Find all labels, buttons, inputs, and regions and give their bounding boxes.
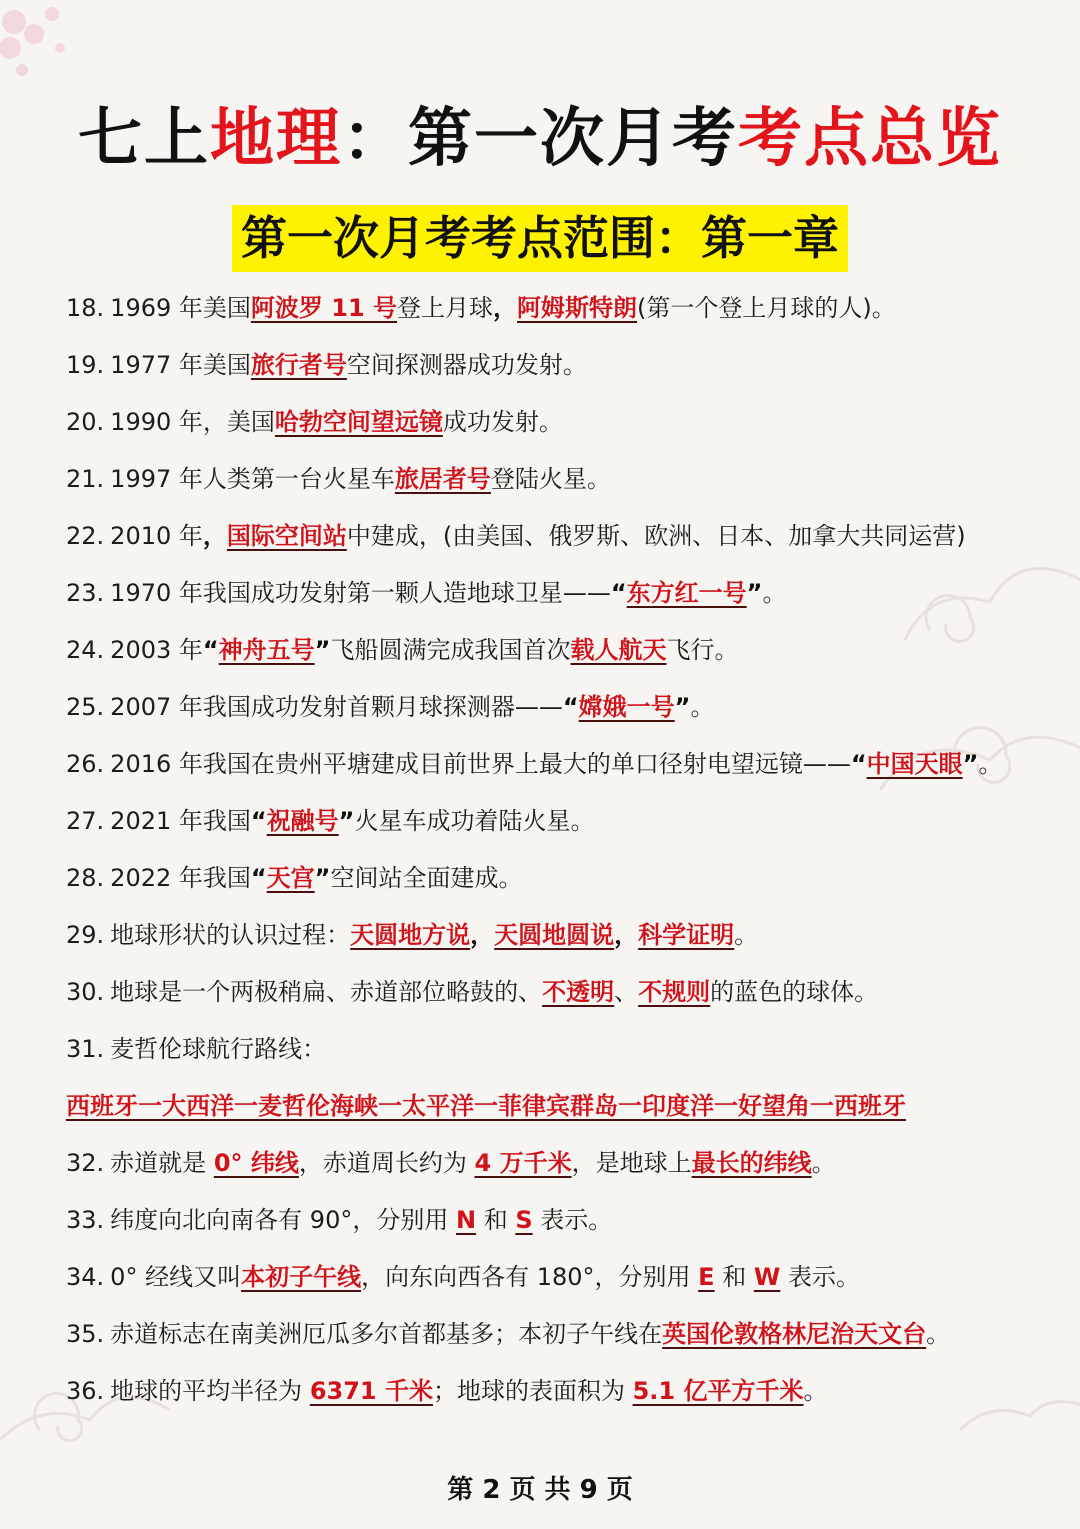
- title-text: 七上: [78, 102, 210, 176]
- note-item: [66, 1249, 1066, 1306]
- note-number: 23.: [66, 579, 105, 607]
- note-text: 表示。: [780, 1263, 860, 1291]
- note-key-term: N: [455, 1206, 477, 1234]
- note-text: ”: [674, 693, 691, 721]
- note-number: 22.: [66, 522, 105, 550]
- note-number: 19.: [66, 351, 105, 379]
- note-text: 1977 年美国: [110, 351, 251, 379]
- note-text: 登陆火星。: [490, 465, 611, 493]
- note-text: 和: [476, 1206, 516, 1234]
- note-item: [66, 1135, 1066, 1192]
- note-number: 25.: [66, 693, 105, 721]
- note-text: ，: [614, 921, 639, 949]
- note-key-term: 不透明: [542, 978, 615, 1006]
- note-text: “: [250, 807, 267, 835]
- note-key-term: 东方红一号: [626, 579, 747, 607]
- note-item: [66, 679, 1066, 736]
- title-accent-text: 地理: [210, 102, 342, 176]
- note-key-term: 英国伦敦格林尼治天文台: [662, 1320, 927, 1348]
- note-text: 。: [762, 579, 787, 607]
- page-title: [0, 104, 1080, 174]
- note-key-term: 最长的纬线: [691, 1149, 812, 1177]
- note-text: 2021 年我国: [110, 807, 251, 835]
- note-item: [66, 793, 1066, 850]
- note-text: 地球的平均半径为: [110, 1377, 310, 1405]
- note-text: 2022 年我国: [110, 864, 251, 892]
- note-item: [66, 508, 1066, 565]
- note-text: 空间探测器成功发射。: [346, 351, 587, 379]
- note-text: 赤道就是: [110, 1149, 214, 1177]
- note-text: 赤道标志在南美洲厄瓜多尔首都基多；本初子午线在: [110, 1320, 663, 1348]
- note-key-term: 载人航天: [570, 636, 667, 664]
- note-text: 飞船圆满完成我国首次: [330, 636, 571, 664]
- note-key-term: 天圆地圆说: [494, 921, 615, 949]
- note-text: ”: [746, 579, 763, 607]
- note-text: 表示。: [532, 1206, 613, 1234]
- note-number: 36.: [66, 1377, 105, 1405]
- note-text: 地球形状的认识过程：: [110, 921, 351, 949]
- note-key-term: 中国天眼: [866, 750, 963, 778]
- note-number: 26.: [66, 750, 105, 778]
- note-text: ；地球的表面积为: [432, 1377, 633, 1405]
- note-key-term: 旅行者号: [250, 351, 347, 379]
- note-item-continuation: [66, 1078, 1066, 1135]
- note-key-term: 神舟五号: [218, 636, 315, 664]
- page-footer: 第 2 页 共 9 页: [447, 1475, 633, 1505]
- note-number: 35.: [66, 1320, 105, 1348]
- note-text: 登上月球: [397, 294, 493, 322]
- note-text: ”: [314, 636, 331, 664]
- note-number: 33.: [66, 1206, 105, 1234]
- note-key-term: 阿波罗 11 号: [250, 294, 397, 322]
- note-item: [66, 1192, 1066, 1249]
- note-key-term: 天圆地方说: [350, 921, 471, 949]
- note-text: 。: [734, 921, 759, 949]
- note-text: ”: [314, 864, 331, 892]
- note-text: 2007 年我国成功发射首颗月球探测器——: [110, 693, 563, 721]
- note-item: [66, 1021, 1066, 1078]
- note-text: 。: [803, 1377, 828, 1405]
- note-key-term: 0° 纬线: [213, 1149, 299, 1177]
- note-key-term: 4 万千米: [474, 1149, 572, 1177]
- note-text: 0° 经线又叫: [110, 1263, 242, 1291]
- note-key-term: W: [753, 1263, 781, 1291]
- note-key-term: 嫦娥一号: [578, 693, 675, 721]
- note-text: “: [562, 693, 579, 721]
- note-text: ，: [202, 522, 227, 550]
- note-key-term: 哈勃空间望远镜: [274, 408, 443, 436]
- note-item: [66, 622, 1066, 679]
- note-key-term: 6371 千米: [309, 1377, 433, 1405]
- blossom-decoration: [0, 7, 65, 76]
- note-text: ，: [470, 921, 495, 949]
- note-number: 28.: [66, 864, 105, 892]
- note-text: 。: [926, 1320, 951, 1348]
- note-number: 31.: [66, 1035, 105, 1063]
- note-key-term: 科学证明: [638, 921, 735, 949]
- note-text: 。: [978, 750, 1003, 778]
- note-item: [66, 964, 1066, 1021]
- note-text: 1970 年我国成功发射第一颗人造地球卫星——: [110, 579, 611, 607]
- note-item: [66, 337, 1066, 394]
- note-text: 麦哲伦球航行路线：: [110, 1035, 327, 1063]
- note-text: “: [850, 750, 867, 778]
- note-key-term: E: [698, 1263, 715, 1291]
- note-text: 。: [690, 693, 715, 721]
- note-text: 2003 年: [110, 636, 203, 664]
- note-text: “: [610, 579, 627, 607]
- note-number: 18.: [66, 294, 105, 322]
- note-text: (第一个登上月球的人)。: [637, 294, 896, 322]
- note-number: 20.: [66, 408, 105, 436]
- page-subtitle: 第一次月考考点范围：第一章: [232, 205, 848, 272]
- note-item: [66, 565, 1066, 622]
- note-text: ，向东向西各有 180°，分别用: [361, 1263, 699, 1291]
- note-text: “: [202, 636, 219, 664]
- note-number: 30.: [66, 978, 105, 1006]
- note-key-term: 西班牙一大西洋一麦哲伦海峡一太平洋一菲律宾群岛一印度洋一好望角一西班牙: [66, 1092, 906, 1120]
- note-text: ，赤道周长约为: [298, 1149, 475, 1177]
- note-key-term: 旅居者号: [394, 465, 491, 493]
- title-text: ：第一次月考: [342, 102, 738, 176]
- note-number: 29.: [66, 921, 105, 949]
- note-text: 和: [714, 1263, 754, 1291]
- note-number: 27.: [66, 807, 105, 835]
- note-text: 、: [614, 978, 639, 1006]
- note-item: [66, 280, 1066, 337]
- note-item: [66, 736, 1066, 793]
- notes-list: [66, 280, 1066, 1420]
- note-text: 1990 年，美国: [110, 408, 275, 436]
- title-accent-text: 考点总览: [738, 102, 1002, 176]
- note-text: 2016 年我国在贵州平塘建成目前世界上最大的单口径射电望远镜——: [110, 750, 851, 778]
- note-text: “: [250, 864, 267, 892]
- note-text: 2010 年: [110, 522, 203, 550]
- note-number: 24.: [66, 636, 105, 664]
- note-number: 32.: [66, 1149, 105, 1177]
- note-text: 1969 年美国: [110, 294, 251, 322]
- note-text: 成功发射。: [442, 408, 563, 436]
- note-text: 飞行。: [666, 636, 739, 664]
- note-key-term: 不规则: [638, 978, 711, 1006]
- note-key-term: 阿姆斯特朗: [517, 294, 637, 322]
- note-text: 1997 年人类第一台火星车: [110, 465, 395, 493]
- note-key-term: 天宫: [266, 864, 315, 892]
- note-item: [66, 1306, 1066, 1363]
- note-text: 的蓝色的球体。: [710, 978, 879, 1006]
- note-key-term: 祝融号: [266, 807, 339, 835]
- note-item: [66, 451, 1066, 508]
- note-number: 21.: [66, 465, 105, 493]
- note-key-term: S: [515, 1206, 533, 1234]
- note-item: [66, 850, 1066, 907]
- note-text: 。: [811, 1149, 836, 1177]
- note-item: [66, 1363, 1066, 1420]
- note-text: 中建成，(由美国、俄罗斯、欧洲、日本、加拿大共同运营): [346, 522, 966, 550]
- note-text: 空间站全面建成。: [330, 864, 523, 892]
- note-text: 纬度向北向南各有 90°，分别用: [110, 1206, 456, 1234]
- note-key-term: 国际空间站: [226, 522, 347, 550]
- note-number: 34.: [66, 1263, 105, 1291]
- note-text: ”: [338, 807, 355, 835]
- note-key-term: 本初子午线: [241, 1263, 362, 1291]
- note-item: [66, 394, 1066, 451]
- note-key-term: 5.1 亿平方千米: [632, 1377, 804, 1405]
- note-text: ，是地球上: [571, 1149, 692, 1177]
- note-text: ，: [493, 294, 517, 322]
- note-text: ”: [962, 750, 979, 778]
- note-item: [66, 907, 1066, 964]
- note-text: 地球是一个两极稍扁、赤道部位略鼓的、: [110, 978, 543, 1006]
- note-text: 火星车成功着陆火星。: [354, 807, 595, 835]
